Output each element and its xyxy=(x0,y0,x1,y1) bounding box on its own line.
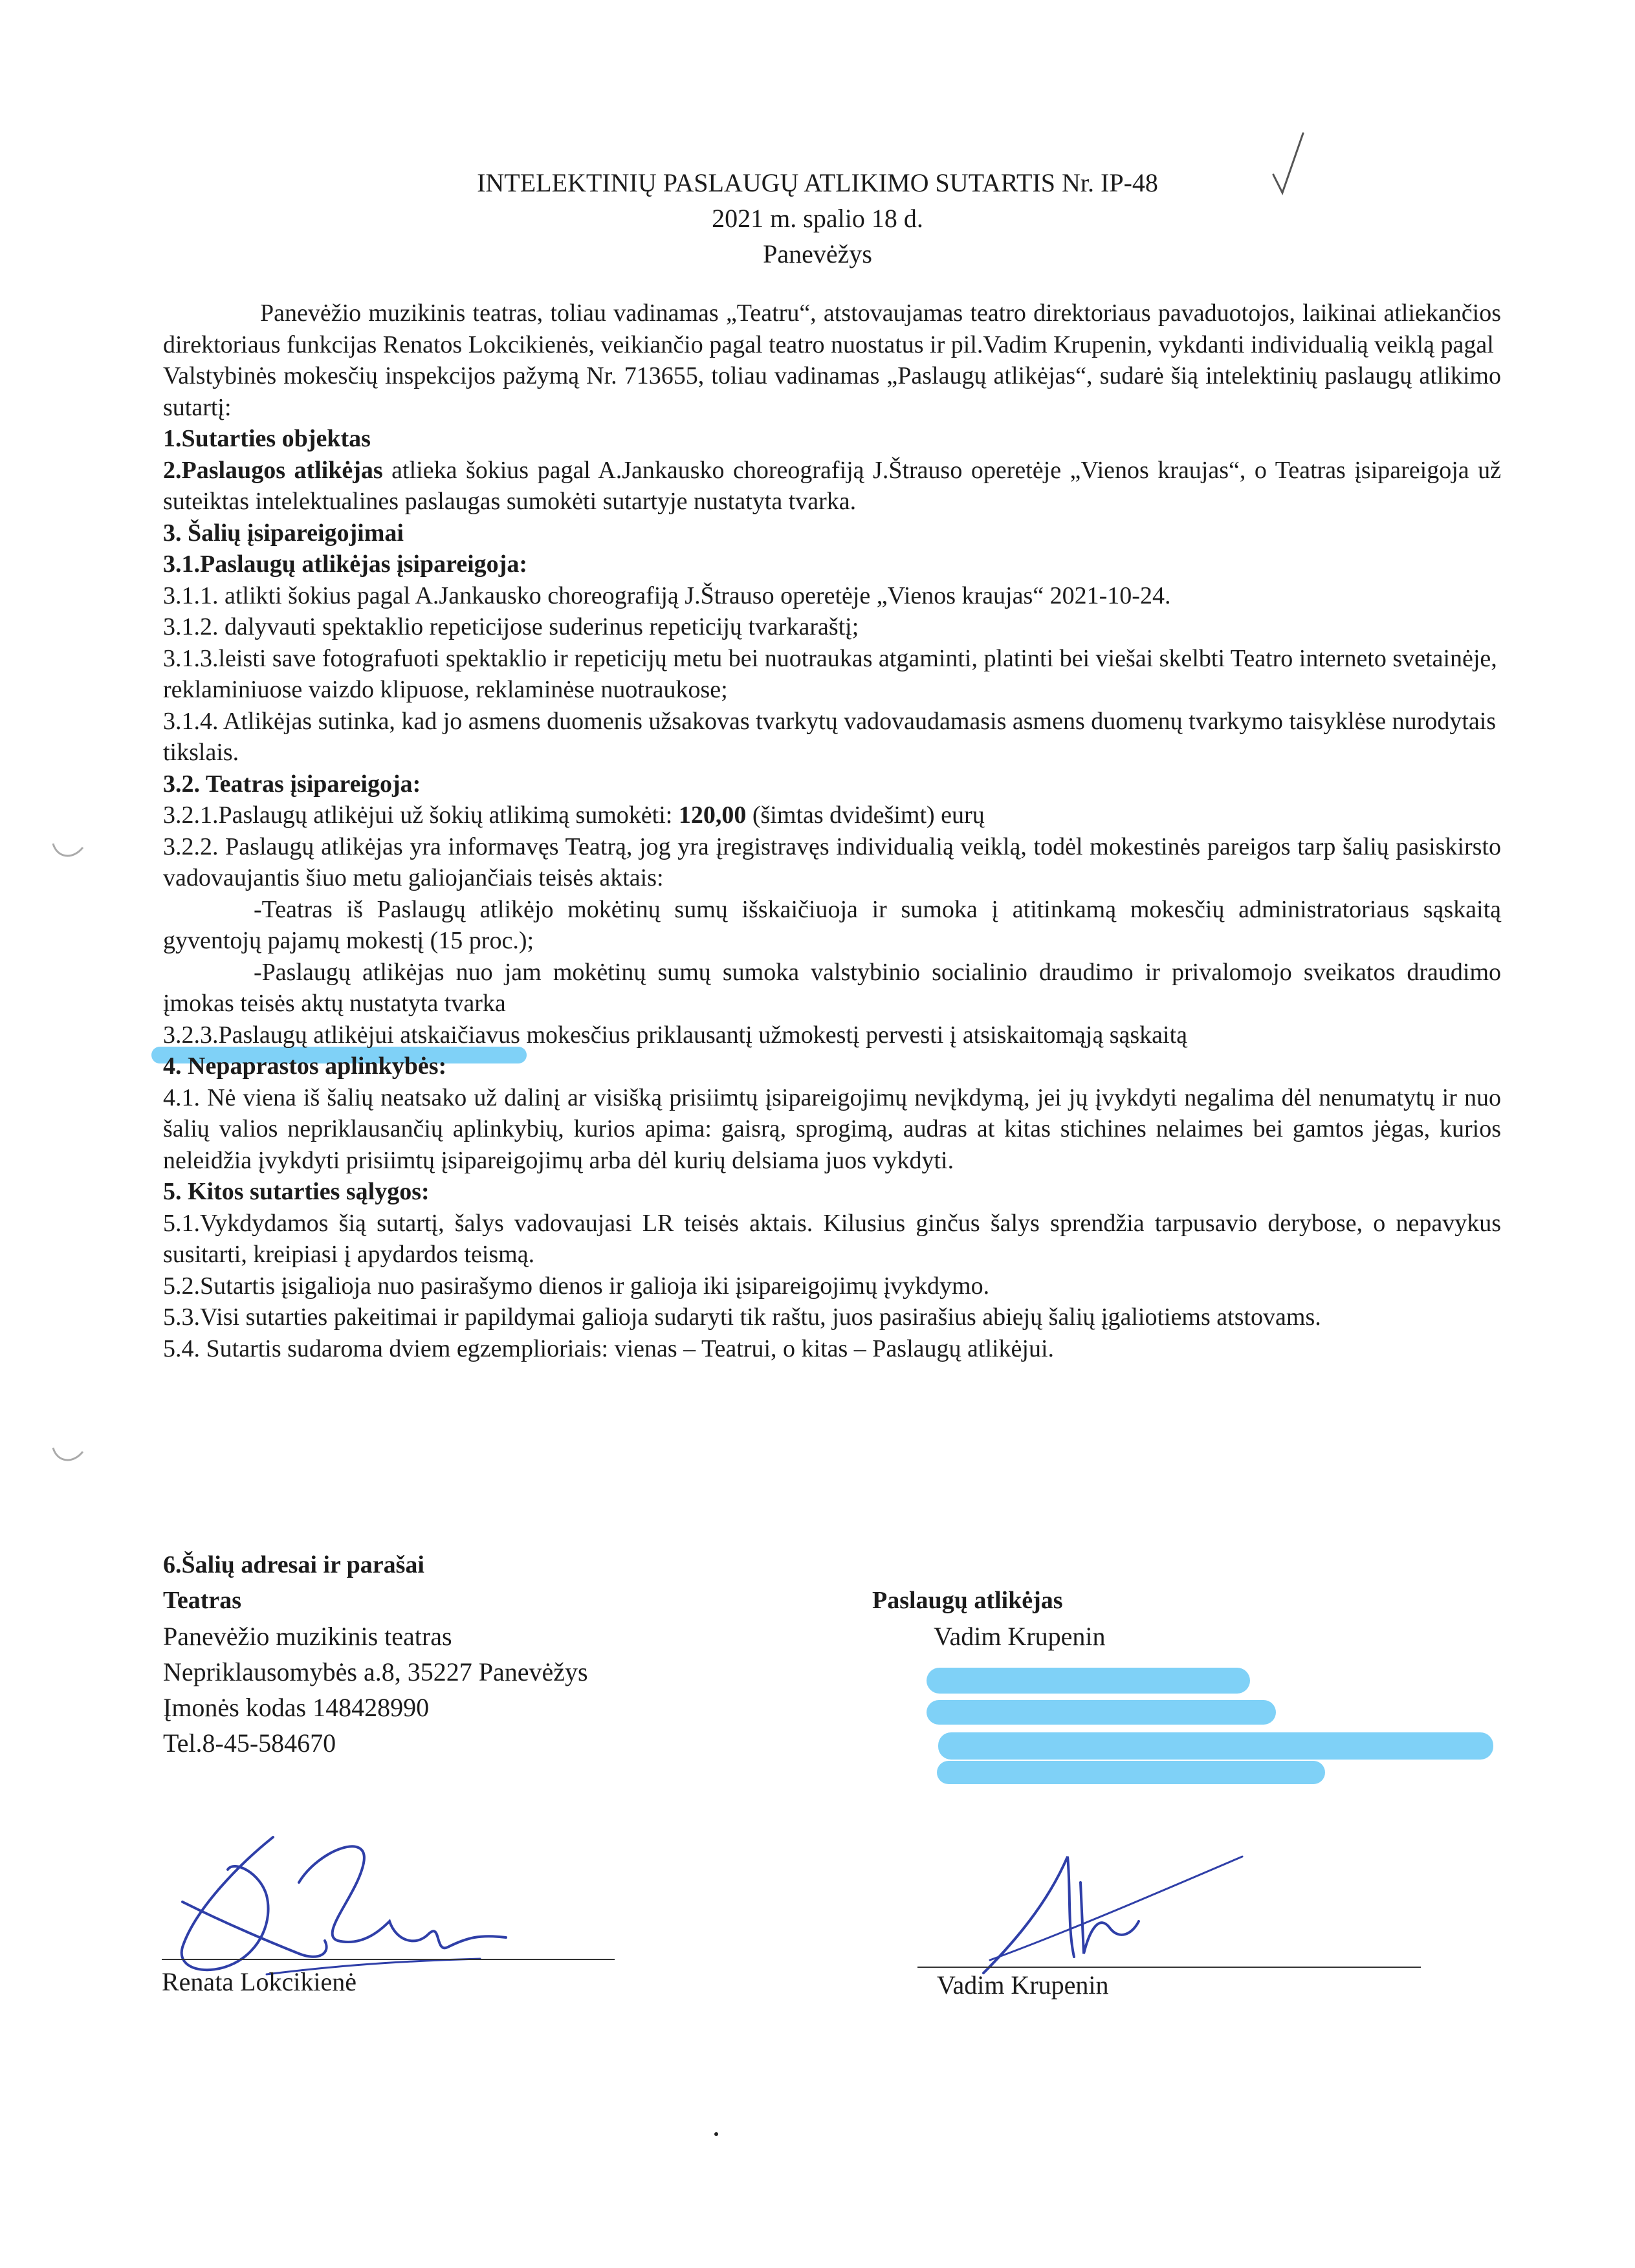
clause-5-1: 5.1.Vykdydamos šią sutartį, šalys vadovaujasi LR teisės aktais. Kilusius ginčus šalys sprendžia tarpusavio derybose, o nepavykus susitarti, kreipiasi į apydardos teismą. xyxy=(163,1209,1501,1268)
clause-3-1-4: 3.1.4. Atlikėjas sutinka, kad jo asmens duomenis užsakovas tvarkytų vadovaudamasis asmens duomenų tvarkymo taisyklėse nurodytais tikslais. xyxy=(163,707,1497,766)
redacted-performer-code xyxy=(927,1700,1276,1725)
theater-phone: Tel.8-45-584670 xyxy=(163,1728,336,1758)
signatory-renata: Renata Lokcikienė xyxy=(162,1967,357,1996)
payment-amount: 120,00 xyxy=(678,801,747,829)
section-4-heading: 4. Nepaprastos aplinkybės: xyxy=(163,1052,447,1080)
theater-address: Nepriklausomybės a.8, 35227 Panevėžys xyxy=(163,1657,588,1686)
section-2-text: atlieka šokius pagal A.Jankausko choreografiją J.Štrauso operetėje „Vienos kraujas“, o Teatras įsipareigoja už suteiktas intelektualines paslaugas sumokėti sutartyje nustatyta tvarka. xyxy=(163,456,1501,515)
signature-vadim-image xyxy=(971,1844,1255,1986)
redacted-performer-account xyxy=(938,1732,1493,1760)
signature-line-performer xyxy=(917,1967,1421,1968)
contract-date: 2021 m. spalio 18 d. xyxy=(712,204,923,233)
clause-3-1-3: 3.1.3.leisti save fotografuoti spektaklio ir repeticijų metu bei nuotraukas atgaminti, platinti bei viešai skelbti Teatro interneto svetainėje, reklaminiuose vaizdo klipuose, reklaminėse nuotraukose; xyxy=(163,644,1497,703)
performer-name: Vadim Krupenin xyxy=(934,1622,1106,1651)
payment-words: (šimtas dvidešimt) eurų xyxy=(746,801,985,829)
clause-3-2-3: 3.2.3.Paslaugų atlikėjui atskaičiavus mokesčius priklausantį užmokestį pervesti į atsiskaitomąją sąskaitą xyxy=(163,1021,1187,1049)
theater-company-code: Įmonės kodas 148428990 xyxy=(163,1693,430,1722)
intro-paragraph-2: Valstybinės mokesčių inspekcijos pažymą Nr. 713655, toliau vadinamas „Paslaugų atlikėjas“, sudarė šią intelektinių paslaugų atlikimo sutartį: xyxy=(163,362,1501,421)
intro-paragraph: Panevėžio muzikinis teatras, toliau vadinamas „Teatru“, atstovaujamas teatro direktoriaus pavaduotojos, laikinai atliekančios direktoriaus funkcijas Renatos Lokcikienės, veikiančio pagal teatro nuostatus ir pil.Vadim Krupenin, vykdanti individualią veiklą pagal xyxy=(163,300,1501,358)
signatory-vadim: Vadim Krupenin xyxy=(937,1970,1109,2000)
clause-3-2-1 xyxy=(163,800,1501,831)
section-3-heading: 3. Šalių įsipareigojimai xyxy=(163,519,404,547)
section-3-1-heading: 3.1.Paslaugų atlikėjas įsipareigoja: xyxy=(163,551,527,578)
clause-3-2-1-text: 3.2.1.Paslaugų atlikėjui už šokių atlikimą sumokėti: xyxy=(163,801,679,829)
clause-3-2-2-a: -Teatras iš Paslaugų atlikėjo mokėtinų sumų išskaičiuoja ir sumoka į atitinkamą mokesčių administratoriaus sąskaitą gyventojų pajamų mokestį (15 proc.); xyxy=(163,895,1501,954)
theater-name: Panevėžio muzikinis teatras xyxy=(163,1622,452,1651)
section-2-lead: 2.Paslaugos atlikėjas xyxy=(163,456,383,484)
clause-5-2: 5.2.Sutartis įsigalioja nuo pasirašymo dienos ir galioja iki įsipareigojimų įvykdymo. xyxy=(163,1272,990,1300)
section-5-heading: 5. Kitos sutarties sąlygos: xyxy=(163,1178,430,1205)
clause-5-4: 5.4. Sutartis sudaroma dviem egzemplioriais: vienas – Teatrui, o kitas – Paslaugų atlikėjui. xyxy=(163,1335,1055,1362)
contract-city: Panevėžys xyxy=(763,239,872,268)
contract-body xyxy=(163,298,1501,1364)
stray-dot xyxy=(714,2132,718,2136)
contract-title: INTELEKTINIŲ PASLAUGŲ ATLIKIMO SUTARTIS Nr. IP-48 xyxy=(477,168,1158,197)
theater-address-block xyxy=(163,1547,588,1761)
performer-label: Paslaugų atlikėjas xyxy=(872,1587,1063,1614)
redacted-performer-phone xyxy=(937,1761,1325,1784)
redacted-performer-address xyxy=(927,1668,1250,1694)
clause-3-1-2: 3.1.2. dalyvauti spektaklio repeticijose suderinus repeticijų tvarkaraštį; xyxy=(163,613,859,640)
clause-3-2-2-b: -Paslaugų atlikėjas nuo jam mokėtinų sumų sumoka valstybinio socialinio draudimo ir privalomojo sveikatos draudimo įmokas teisės aktų nustatyta tvarka xyxy=(163,958,1501,1017)
signature-line-theater xyxy=(162,1959,615,1960)
clause-5-3: 5.3.Visi sutarties pakeitimai ir papildymai galioja sudaryti tik raštu, juos pasirašius abiejų šalių įgaliotiems atstovams. xyxy=(163,1303,1321,1331)
clause-4-1: 4.1. Nė viena iš šalių neatsako už dalinį ar visišką prisiimtų įsipareigojimų nevįkdymą, jei jų įvykdyti negalima dėl nenumatytų ir nuo šalių valios nepriklausančių aplinkybių, kurios apima: gaisrą, sprogimą, audras at kitas stichines nelaimes bei gamtos jėgas, kurios neleidžia įvykdyti prisiimtų įsipareigojimų arba dėl kurių delsiama juos vykdyti. xyxy=(163,1084,1501,1174)
section-3-2-heading: 3.2. Teatras įsipareigoja: xyxy=(163,770,421,798)
clause-3-2-2: 3.2.2. Paslaugų atlikėjas yra informavęs Teatrą, jog yra įregistravęs individualią veiklą, todėl mokestinės pareigos tarp šalių pasiskirsto vadovaujantis šiuo metu galiojančiais teisės aktais: xyxy=(163,833,1501,891)
section-6-heading: 6.Šalių adresai ir parašai xyxy=(163,1551,424,1578)
scan-mark-icon-2 xyxy=(50,1443,87,1468)
section-1-heading: 1.Sutarties objektas xyxy=(163,425,371,452)
theater-label: Teatras xyxy=(163,1587,242,1614)
section-2-paragraph xyxy=(163,455,1501,518)
clause-3-1-1: 3.1.1. atlikti šokius pagal A.Jankausko choreografiją J.Štrauso operetėje „Vienos kraujas“ 2021-10-24. xyxy=(163,582,1171,609)
checkmark-icon xyxy=(1269,129,1308,201)
performer-address-block xyxy=(872,1583,1106,1654)
scan-mark-icon xyxy=(50,838,87,864)
